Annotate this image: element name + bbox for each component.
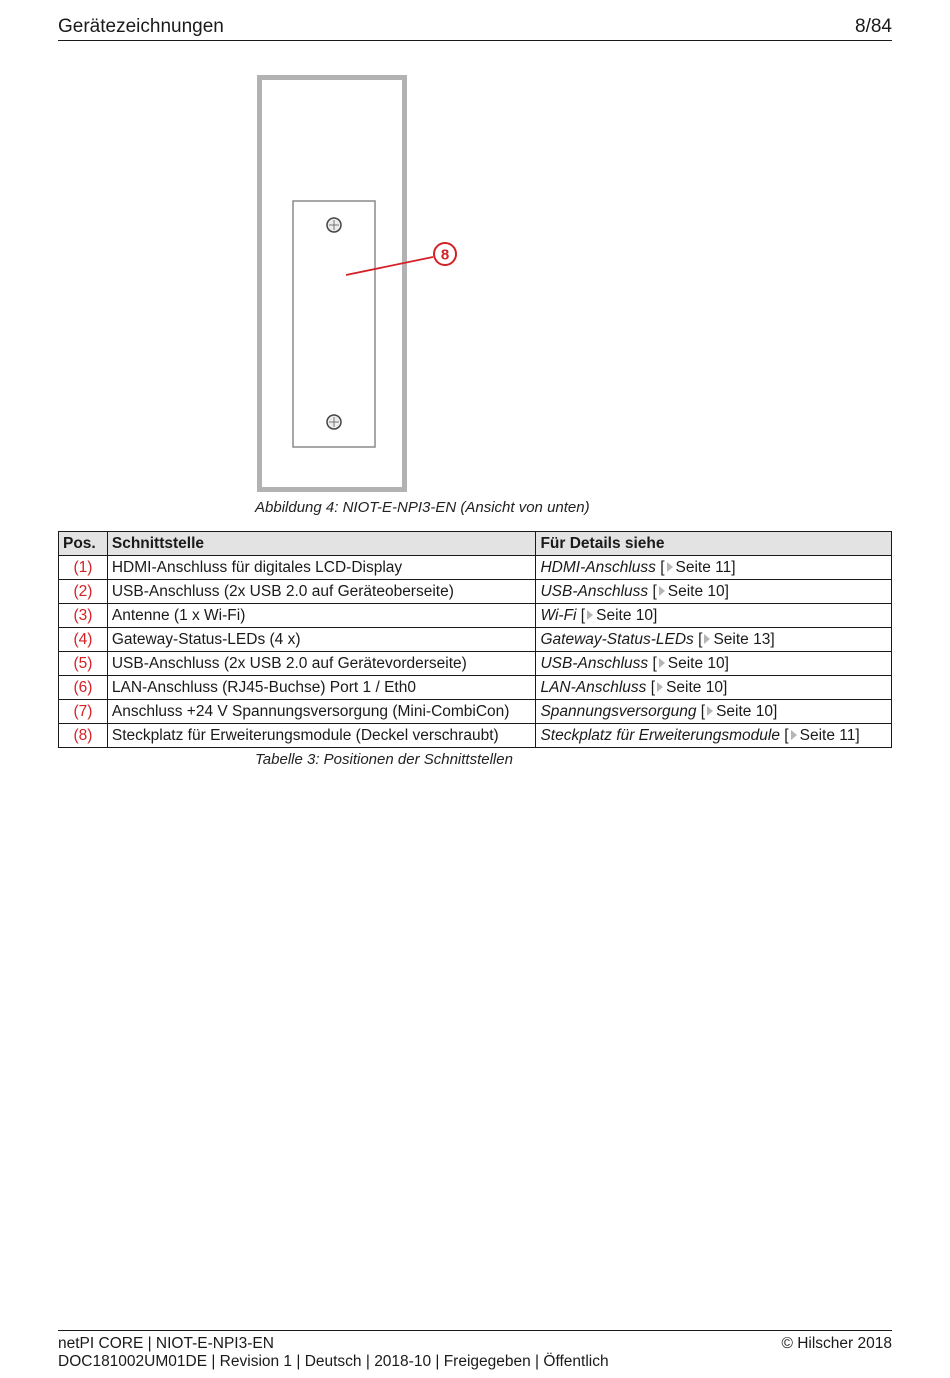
callout-number: 8 <box>440 246 450 264</box>
row-details <box>536 556 892 580</box>
footer-document-info: DOC181002UM01DE | Revision 1 | Deutsch | 2018-10 | Freigegeben | Öffentlich <box>58 1353 609 1370</box>
table-row <box>59 628 892 652</box>
bracket: [ <box>784 726 789 744</box>
table-row <box>59 700 892 724</box>
page-arrow-icon <box>657 682 663 692</box>
row-details <box>536 652 892 676</box>
cross-reference-link[interactable]: Wi-Fi <box>540 606 577 624</box>
row-interface: Steckplatz für Erweiterungsmodule (Deckel verschraubt) <box>107 724 536 748</box>
footer-copyright: © Hilscher 2018 <box>781 1335 892 1352</box>
header-interface: Schnittstelle <box>107 532 536 556</box>
screw-top-icon <box>327 218 341 232</box>
page-arrow-icon <box>587 610 593 620</box>
cross-reference-link[interactable]: USB-Anschluss <box>540 582 649 600</box>
bracket: [ <box>652 654 657 672</box>
interface-positions-table <box>58 531 892 748</box>
row-details <box>536 628 892 652</box>
row-interface: HDMI-Anschluss für digitales LCD-Display <box>107 556 536 580</box>
header-details: Für Details siehe <box>536 532 892 556</box>
footer-product: netPI CORE | NIOT-E-NPI3-EN <box>58 1335 274 1352</box>
bracket: [ <box>660 558 665 576</box>
cross-reference-link[interactable]: Gateway-Status-LEDs <box>540 630 694 648</box>
bracket: [ <box>700 702 706 720</box>
cross-reference-link[interactable]: HDMI-Anschluss <box>540 558 656 576</box>
row-pos: (4) <box>59 628 108 652</box>
cross-reference-link[interactable]: USB-Anschluss <box>540 654 649 672</box>
table-row <box>59 676 892 700</box>
page-arrow-icon <box>704 634 710 644</box>
row-interface: USB-Anschluss (2x USB 2.0 auf Gerätevorderseite) <box>107 652 536 676</box>
bracket: [ <box>580 606 586 624</box>
page-reference[interactable]: Seite 10] <box>716 702 778 720</box>
table-row <box>59 652 892 676</box>
row-pos: (6) <box>59 676 108 700</box>
device-bottom-view-drawing <box>250 68 490 498</box>
table-caption: Tabelle 3: Positionen der Schnittstellen <box>255 751 513 768</box>
row-pos: (1) <box>59 556 108 580</box>
table-row <box>59 724 892 748</box>
page-reference[interactable]: Seite 10] <box>667 582 729 600</box>
cross-reference-link[interactable]: LAN-Anschluss <box>540 678 647 696</box>
row-interface: LAN-Anschluss (RJ45-Buchse) Port 1 / Eth0 <box>107 676 536 700</box>
row-pos: (7) <box>59 700 108 724</box>
page-arrow-icon <box>659 658 665 668</box>
bracket: [ <box>650 678 656 696</box>
page-reference[interactable]: Seite 10] <box>596 606 658 624</box>
row-pos: (2) <box>59 580 108 604</box>
page-arrow-icon <box>667 562 673 572</box>
row-details <box>536 604 892 628</box>
page-reference[interactable]: Seite 11] <box>675 558 736 576</box>
cross-reference-link[interactable]: Steckplatz für Erweiterungsmodule <box>540 726 780 744</box>
page-arrow-icon <box>659 586 665 596</box>
row-pos: (3) <box>59 604 108 628</box>
page-reference[interactable]: Seite 10] <box>667 654 729 672</box>
row-details <box>536 676 892 700</box>
row-interface: Anschluss +24 V Spannungsversorgung (Mini-CombiCon) <box>107 700 536 724</box>
page-header <box>58 14 892 41</box>
row-pos: (5) <box>59 652 108 676</box>
page-reference[interactable]: Seite 11] <box>799 726 860 744</box>
table-row <box>59 556 892 580</box>
bracket: [ <box>698 630 703 648</box>
page-reference[interactable]: Seite 10] <box>666 678 728 696</box>
table-row <box>59 580 892 604</box>
screw-bottom-icon <box>327 415 341 429</box>
row-interface: Antenne (1 x Wi-Fi) <box>107 604 536 628</box>
page-number: 8/84 <box>855 16 892 37</box>
row-details <box>536 724 892 748</box>
page-arrow-icon <box>791 730 797 740</box>
table-header-row <box>59 532 892 556</box>
row-interface: USB-Anschluss (2x USB 2.0 auf Geräteoberseite) <box>107 580 536 604</box>
page-footer <box>58 1330 892 1370</box>
cross-reference-link[interactable]: Spannungsversorgung <box>540 702 697 720</box>
figure-caption: Abbildung 4: NIOT-E-NPI3-EN (Ansicht von unten) <box>255 499 590 516</box>
page-reference[interactable]: Seite 13] <box>713 630 775 648</box>
section-title: Gerätezeichnungen <box>58 16 224 37</box>
expansion-slot-cover <box>293 201 375 447</box>
page-arrow-icon <box>707 706 713 716</box>
header-pos: Pos. <box>59 532 108 556</box>
row-details <box>536 580 892 604</box>
table-row <box>59 604 892 628</box>
row-details <box>536 700 892 724</box>
row-interface: Gateway-Status-LEDs (4 x) <box>107 628 536 652</box>
bracket: [ <box>652 582 657 600</box>
row-pos: (8) <box>59 724 108 748</box>
